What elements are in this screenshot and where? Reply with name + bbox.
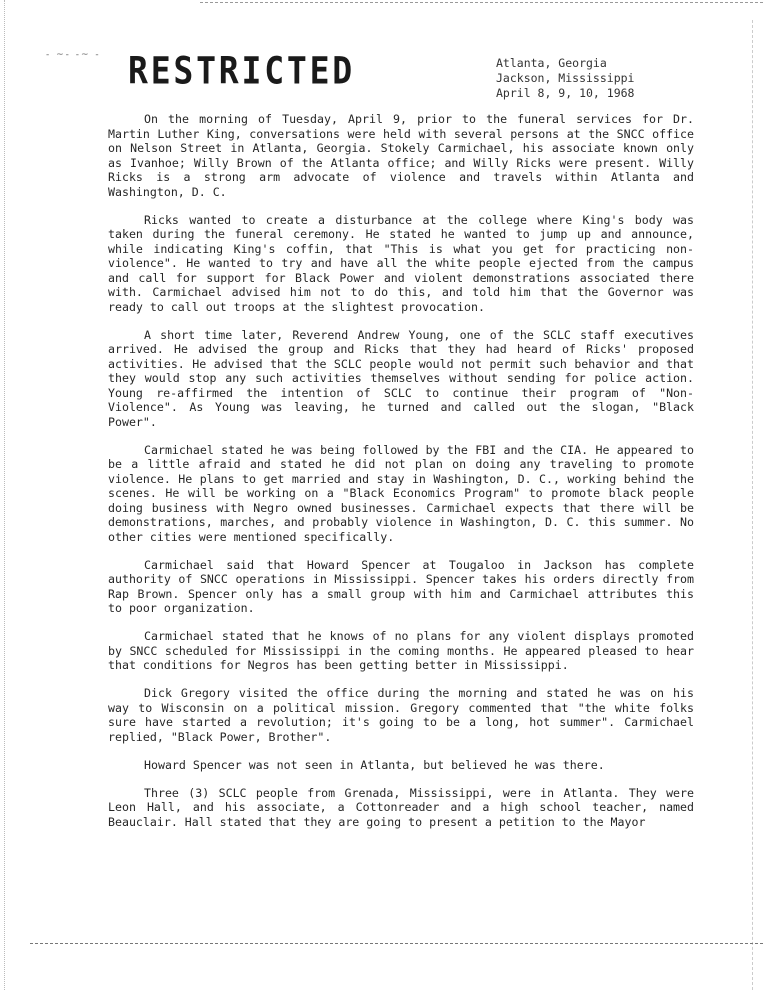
margin-marks: - ~- -~ - <box>46 50 101 60</box>
paragraph-no-plans: Carmichael stated that he knows of no plans for any violent displays promoted by SNCC scheduled for Mississippi in the coming months. He appeared pleased to hear that conditions for Negros has been getting better in Mississippi. <box>108 629 694 672</box>
paragraph-dick-gregory: Dick Gregory visited the office during the morning and stated he was on his way to Wisconsin on a political mission. Gregory commented that "the white folks sure have started a revolution; it's going to be a long, hot summer". Carmichael replied, "Black Power, Brother". <box>108 686 694 744</box>
paragraph-howard-spencer: Carmichael said that Howard Spencer at Tougaloo in Jackson has complete authority of SNCC operations in Mississippi. Spencer takes his orders directly from Rap Brown. Spencer only has a small group with him and Carmichael attributes this to poor organization. <box>108 557 694 615</box>
page-edge-bottom <box>30 943 763 944</box>
paragraph-sclc-grenada: Three (3) SCLC people from Grenada, Mississippi, were in Atlanta. They were Leon Hall, and his associate, a Cottonreader and a high school teacher, named Beauclair. Hall stated that they are going to present a petition to the Mayor <box>108 785 694 829</box>
paragraph-spencer-not-seen: Howard Spencer was not seen in Atlanta, but believed he was there. <box>144 757 605 772</box>
page-edge-left <box>4 0 5 990</box>
paragraph-andrew-young: A short time later, Reverend Andrew Young, one of the SCLC staff executives arrived. He advised the group and Ricks that they had heard of Ricks' proposed activities. He advised that the SCLC people would not permit such behavior and that they would stop any such activities themselves without sending for police action. Young re-affirmed the intention of SCLC to continue their program of "Non-Violence". As Young was leaving, he turned and called out the slogan, "Black Power". <box>108 327 694 429</box>
document-body <box>108 112 694 843</box>
paragraph-ricks-disturbance: Ricks wanted to create a disturbance at the college where King's body was taken during the funeral ceremony. He stated he wanted to jump up and announce, while indicating King's coffin, that "This is what you get for practicing non-violence". He wanted to try and have all the white people ejected from the campus and call for support for Black Power and violent demonstrations associated there with. Carmichael advised him not to do this, and told him that the Governor was ready to call out troops at the slightest provocation. <box>108 212 694 314</box>
location-line-2: Jackson, Mississippi <box>496 71 635 85</box>
location-line-1: Atlanta, Georgia <box>496 56 607 70</box>
paragraph-funeral-meeting: On the morning of Tuesday, April 9, prior to the funeral services for Dr. Martin Luther King, conversations were held with several persons at the SNCC office on Nelson Street in Atlanta, Georgia. Stokely Carmichael, his associate known only as Ivanhoe; Willy Brown of the Atlanta office; and Willy Ricks were present. Willy Ricks is a strong arm advocate of violence and travels within Atlanta and Washington, D. C. <box>108 112 694 199</box>
paragraph-carmichael-followed: Carmichael stated he was being followed by the FBI and the CIA. He appeared to be a little afraid and stated he did not plan on doing any traveling to promote violence. He plans to get married and stay in Washington, D. C., working behind the scenes. He will be working on a "Black Economics Program" to promote black people doing business with Negro owned businesses. Carmichael expects that there will be demonstrations, marches, and probably violence in Washington, D. C. this summer. No other cities were mentioned specifically. <box>108 442 694 544</box>
page-edge-top <box>200 2 763 3</box>
page-edge-right <box>752 20 753 990</box>
location-dateline <box>496 56 634 101</box>
restricted-stamp: RESTRICTED <box>128 50 356 94</box>
location-line-3: April 8, 9, 10, 1968 <box>496 86 635 100</box>
